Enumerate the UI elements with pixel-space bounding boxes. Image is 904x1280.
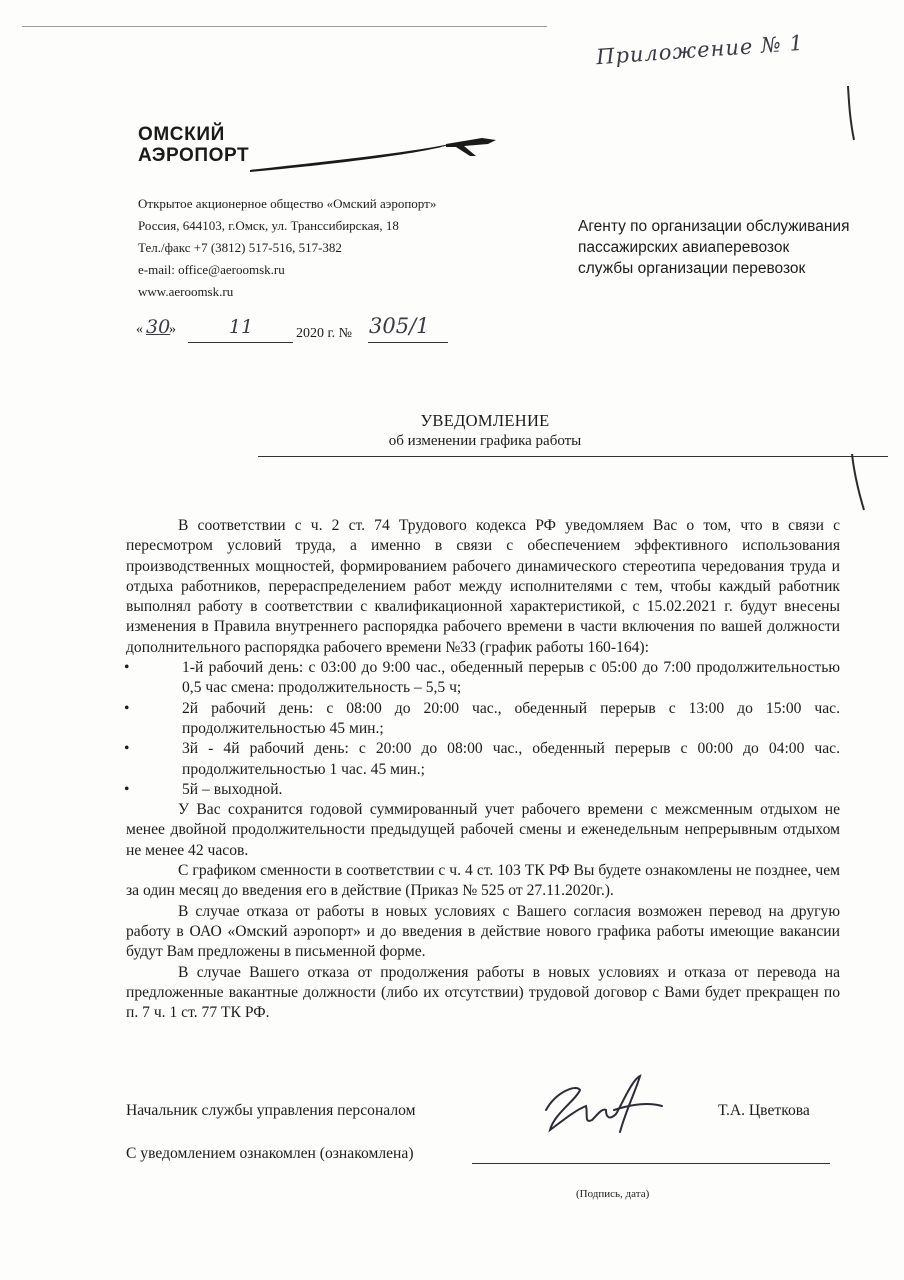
acknowledgement-label: С уведомлением ознакомлен (ознакомлена) [126, 1145, 414, 1162]
bullet-4: • [124, 780, 130, 798]
date-day: 30 [146, 316, 171, 338]
schedule-item-4 [126, 780, 840, 800]
notice-subtitle: об изменении графика работы [388, 433, 582, 449]
logo-line-2: АЭРОПОРТ [138, 145, 250, 166]
appendix-handwritten-note: Приложение № 1 [595, 30, 805, 70]
acknowledgement-signature-line [472, 1163, 830, 1164]
recipient-line-1: Агенту по организации обслуживания [578, 218, 850, 235]
recipient-line-3: службы организации перевозок [578, 260, 806, 277]
schedule-item-4-text: 5й – выходной. [182, 780, 283, 798]
sender-details [138, 193, 436, 303]
notice-body [126, 516, 840, 1023]
sender-website: www.aeroomsk.ru [138, 284, 234, 299]
schedule-item-3-text: 3й - 4й рабочий день: с 20:00 до 08:00 час., обеденный перерыв с 00:00 до 04:00 час. продолжительностью 1 час. 45 мин.; [182, 740, 840, 778]
document-number-underline [368, 342, 448, 343]
bullet-3: • [124, 740, 130, 758]
date-year: 2020 г. № [296, 326, 353, 341]
title-rule [258, 456, 888, 457]
airplane-logo-icon [250, 132, 500, 172]
bullet-1: • [124, 659, 130, 677]
date-quote-open: « [136, 322, 143, 337]
schedule-item-2-text: 2й рабочий день: с 08:00 до 20:00 час., обеденный перерыв с 13:00 до 15:00 час. продолжительностью 45 мин.; [182, 699, 840, 737]
handwritten-signature [536, 1070, 666, 1140]
airport-logo-wordmark [138, 124, 249, 166]
handwritten-mark [836, 84, 864, 142]
schedule-item-2 [126, 699, 840, 740]
date-month: 11 [228, 316, 254, 338]
top-scan-line [22, 26, 547, 27]
document-date-line [136, 314, 466, 348]
sender-email: e-mail: office@aeroomsk.ru [138, 262, 285, 277]
body-paragraph-1: В соответствии с ч. 2 ст. 74 Трудового кодекса РФ уведомляем Вас о том, что в связи с пересмотром условий труда, а именно в связи с обеспечением эффективного использования производственных мощностей, формированием рабочего динамического стереотипа чередования труда и отдыха работников, перераспределением работ между исполнителями с тем, чтобы каждый работник выполнял работу в соответствии с квалификационной характеристикой, с 15.02.2021 г. будут внесены изменения в Правила внутреннего распорядка рабочего времени в части включения по вашей должности дополнительного распорядка рабочего времени №33 (график работы 160-164): [126, 517, 840, 656]
body-paragraph-2: У Вас сохранится годовой суммированный учет рабочего времени с межсменным отдыхом не менее двойной продолжительности предыдущей рабочей смены и еженедельным непрерывным отдыхом не менее 42 часов. [126, 801, 840, 859]
date-month-underline [188, 342, 293, 343]
sender-company: Открытое акционерное общество «Омский аэропорт» [138, 196, 437, 211]
body-paragraph-5: В случае Вашего отказа от продолжения работы в новых условиях и отказа от перевода на предложенные вакантные должности (либо их отсутствии) трудовой договор с Вами будет прекращен по п. 7 ч. 1 ст. 77 ТК РФ. [126, 963, 840, 1022]
schedule-item-1 [126, 658, 840, 699]
sender-phone: Тел./факс +7 (3812) 517-516, 517-382 [138, 240, 342, 255]
signatory-name: Т.А. Цветкова [718, 1102, 810, 1119]
signatory-position: Начальник службы управления персоналом [126, 1102, 416, 1119]
notice-title: УВЕДОМЛЕНИЕ [420, 411, 550, 430]
logo-line-1: ОМСКИЙ [138, 124, 225, 145]
recipient-line-2: пассажирских авиаперевозок [578, 239, 790, 256]
body-paragraph-3: С графиком сменности в соответствии с ч. 4 ст. 103 ТК РФ Вы будете ознакомлены не позднее, чем за один месяц до введения его в действие (Приказ № 525 от 27.11.2020г.). [126, 862, 840, 900]
bullet-2: • [124, 699, 130, 717]
sender-address: Россия, 644103, г.Омск, ул. Транссибирская, 18 [138, 218, 399, 233]
document-number: 305/1 [369, 314, 430, 338]
acknowledgement-note: (Подпись, дата) [576, 1188, 650, 1200]
recipient-block [578, 216, 849, 279]
date-quote-close: » [169, 322, 176, 337]
schedule-item-3 [126, 739, 840, 780]
schedule-item-1-text: 1-й рабочий день: с 03:00 до 9:00 час., обеденный перерыв с 05:00 до 7:00 продолжительностью 0,5 час смена: продолжительность – 5,5 ч; [182, 659, 840, 697]
body-paragraph-4: В случае отказа от работы в новых условиях с Вашего согласия возможен перевод на другую работу в ОАО «Омский аэропорт» и до введения в действие нового графика работы имеющие вакансии будут Вам предложены в письменной форме. [126, 902, 840, 961]
handwritten-mark-2 [846, 452, 870, 512]
